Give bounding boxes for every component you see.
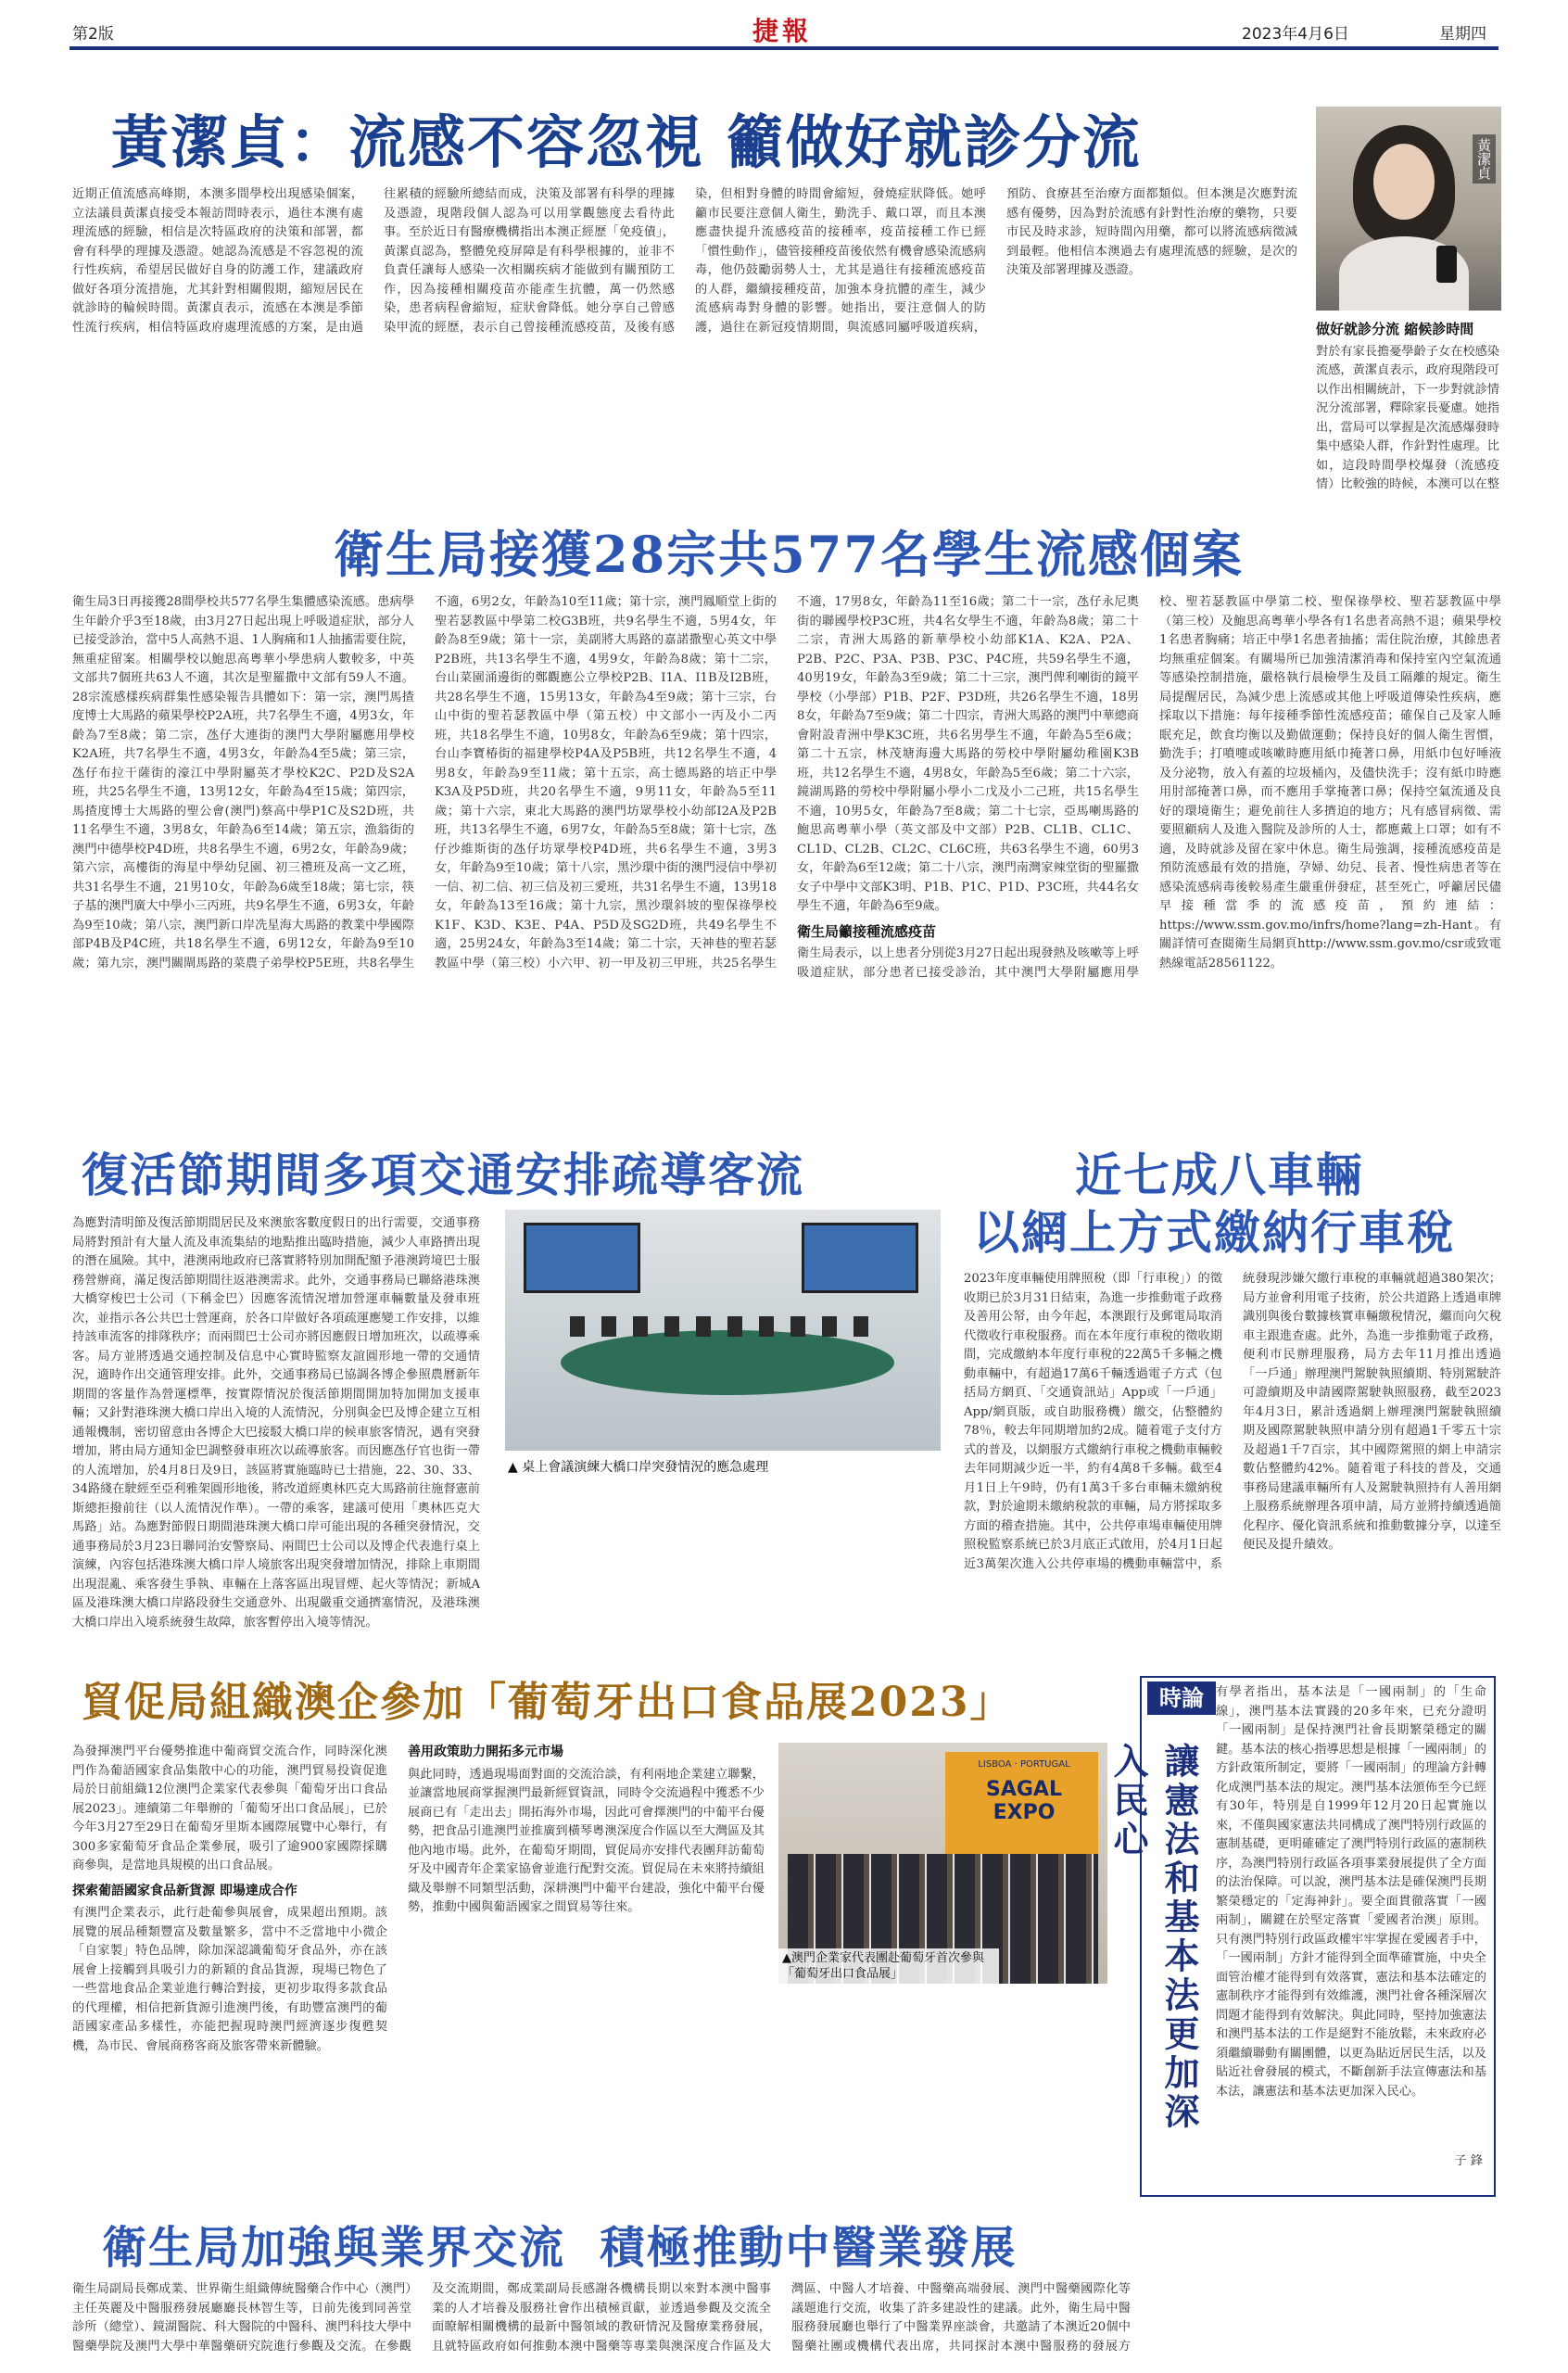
- editorial-badge: 時論: [1147, 1681, 1216, 1715]
- story4-headline-2: 以網上方式繳納行車稅: [973, 1205, 1455, 1260]
- conference-table: [561, 1330, 894, 1395]
- story2-subhead: 衛生局籲接種流感疫苗: [797, 922, 937, 940]
- expo-sign: SAGAL EXPO: [986, 1778, 1062, 1824]
- date: 2023年4月6日: [1242, 25, 1349, 44]
- story3-body-col2: [505, 1483, 941, 1650]
- story5-body-text: 為發揮澳門平台優勢推進中葡商貿交流合作，同時深化澳門作為葡語國家食品集散中心的功能，澳門貿易投資促進局於日前組織12位澳門企業家代表參與「葡萄牙出口食品展2023」。連續第二年舉辦的「葡萄牙出口食品展」，已於今年3月27至29日在葡萄牙里斯本國際展覽中心舉行，有300多家葡萄牙食品企業參展，吸引了逾900家國際採購商參與，是當地具規模的出口食品展。: [72, 1745, 387, 1872]
- story1-body-a: 近期正值流感高峰期，本澳多間學校出現感染個案，立法議員黃潔貞接受本報訪問時表示，過往本澳有處理流感的經驗，相信是次特區政府的決策和部署，都會有科學的理據及憑證。她認為流感是不容忽視的流行性疾病，希望居民做好自身的防護工作，建議政府做好各項分流措施，尤其針對相關假期，縮短居民在就診時的輪候時間。黃潔貞表示，流感在本澳是季節性流行疾病，相信特區政府處理流感的方案，是由過往累積的經驗所總結而成，決策及部署有科學的理據及憑證，現階段個人認為可以用掌觀態度去看待此事。至於近日有醫療機構指出本澳正經歷「免疫債」，黃潔貞認為，整體免疫屏障是有科學根據的，並非不負責任讓每人感染一次相關疾病才能做到有關預防工作，因為接種相關疫苗亦能產生抗體，萬一仍然感染，患者病程會縮短，症狀會降低。她分享自己曾感染甲流的經歷，表示自己曾接種流感疫苗，及後有感染，但相對身體的時間會縮短，發燒症狀降低。她呼籲市民要注意個人衛生，勤洗手、戴口罩，而且本澳應盡快提升流感疫苗的接種率，疫苗接種工作已經「慣性動作」，儘管接種疫苗後依然有機會感染流感病毒，他仍鼓勵弱勢人士，尤其是過往有接種流感疫苗的人群，繼續接種疫苗，加強本身抗體的產生，減少流感病毒對身體的影響。她指出，要注意個人的防護，過往在新冠疫情期間，與流感同屬呼吸道疾病，預防、食療甚至治療方面都類似。但本澳是次應對流感有優勢，因為對於流感有針對性治療的藥物，只要市民及時求診，短時間內用藥，都可以將流感病徵減到最輕。他相信本澳過去有處理流感的經驗，是次的決策及部署理據及憑證。: [72, 187, 1297, 335]
- attendees-row: [570, 1316, 885, 1337]
- editorial-author: 子 鋒: [1454, 2154, 1483, 2168]
- story2-body-b-text: 衛生局表示，以上患者分別從3月27日起出現發熱及咳嗽等上呼吸道症狀，部分患者已接受診治，其中澳門大學附屬應用學校、聖若瑟教區中學第二校、聖保祿學校、聖若瑟教區中學（第三校）及鮑思高粵華小學各有1名患者高熱不退；蘋果學校1名患者胸痛；培正中學1名患者抽搐；需住院治療，其餘患者均無重症個案。有關場所已加強清潔消毒和保持室內空氣流通等感染控制措施，嚴格執行晨檢學生及員工隔離的規定。衛生局提醒居民，為減少患上流感或其他上呼吸道傳染性疾病，應採取以下措施：每年接種季節性流感疫苗；確保自己及家人睡眠充足，飲食均衡以及勤做運動；保持良好的個人衛生習慣，勤洗手；打噴嚏或咳嗽時應用紙巾掩著口鼻，用紙巾包好唾液及分泌物，放入有蓋的垃圾桶內，及儘快洗手；沒有紙巾時應用肘部掩著口鼻，而不應用手掌掩著口鼻；保持空氣流通及良好的環境衛生；避免前往人多擠迫的地方；凡有感冒病徵、需要照顧病人及進入醫院及診所的人士，都應戴上口罩；如有不適，及時就診及留在家中休息。衛生局強調，接種流感疫苗是預防流感最有效的措施，孕婦、幼兒、長者、慢性病患者等在感染流感病毒後較易產生嚴重併發症，甚至死亡，呼籲居民儘早接種當季的流感疫苗，預約連結：https://www.ssm.gov.mo/infrs/home?lang=zh-Hant。有關詳情可查閱衛生局網頁http://www.ssm.gov.mo/csr或致電熱線電話28561122。: [797, 595, 1501, 980]
- editorial-body: 有學者指出，基本法是「一國兩制」的「生命線」，澳門基本法實踐的20多年來，已充分證明「一國兩制」是保持澳門社會長期繁榮穩定的關鍵。基本法的核心指導思想是根據「一國兩制」的方針政策所制定，要將「一國兩制」的理論方針轉化成澳門基本法的規定。澳門基本法頒佈至今已經有30年，特別是自1999年12月20日起實施以來，不僅與國家憲法共同構成了澳門特別行政區的憲制基礎，更明確確定了澳門特別行政區的憲制秩序，為澳門特別行政區各項事業發展提供了全方面的法治保障。可以說，澳門基本法是確保澳門長期繁榮穩定的「定海神針」。要全面貫徹落實「一國兩制」，關鍵在於堅定落實「愛國者治澳」原則。只有澳門特別行政區政權牢牢掌握在愛國者手中，「一國兩制」方針才能得到全面準確實施，中央全面管治權才能得到有效落實，憲法和基本法確定的憲制秩序才能得到有效維護，澳門社會各種深層次問題才能得到有效解決。與此同時，堅持加強憲法和澳門基本法的工作是絕對不能放鬆，未來政府必須繼續聯動有關團體，以更為貼近居民生活，以及貼近社會發展的模式，不斷創新手法宣傳憲法和基本法，讓憲法和基本法更加深入民心。: [1216, 1685, 1486, 2099]
- story4-headline-1: 近七成八車輛: [1075, 1148, 1364, 1202]
- story5-body-b-text: 有澳門企業表示，此行赴葡參與展會，成果超出預期。該展覽的展品種類豐富及數量繁多，當中不乏當地中小微企「自家製」特色品牌，除加深認識葡萄牙食品外，亦在該展會上接觸到具吸引力的新穎的食品貨源，現場已物色了一些當地食品企業並進行轉洽對接，更初步取得多款食品的代理權，相信把新貨源引進澳門後，有助豐富澳門的葡語國家產品多樣性，亦能把握現時澳門經濟逐步復甦契機，為市民、會展商務客商及旅客帶來新體驗。: [72, 1906, 387, 2053]
- story4-body: 2023年度車輛使用牌照稅（即「行車稅」）的徵收期已於3月31日結束，為進一步推動電子政務及善用公帑，由今年起，本澳跟行及郵電局取消代徵收行車稅服務。而在本年度行車稅的徵收期間，完成繳納本年度行車稅的22萬5千多輛之機動車輛中，有超過17萬6千輛透過電子方式（包括局方網頁、「交通資訊站」App或「一戶通」App/網頁版，或自助服務機）繳交，佔整體約78％，較去年同期增加約2成。隨着電子支付方式的普及，以網服方式繳納行車稅之機動車輛較去年同期減少近一半，約有4萬8千多輛。截至4月1日上午9時，仍有1萬3千多台車輛未繳納稅款，對於逾期未繳納稅款的車輛，局方將採取多方面的稽查措施。其中，公共停車場車輛使用牌照稅監察系統已於3月底正式啟用，於4月1日起近3萬架次進入公共停車場的機動車輛當中，系統發現涉嫌欠繳行車稅的車輛就超過380架次；局方並會利用電子技術，於公共道路上透過車牌識別與後台數據核實車輛繳稅情況，繼而向欠稅車主跟進查處。此外，為進一步推動電子政務，便利市民辦理服務，局方去年11月推出透過「一戶通」辦理澳門駕駛執照續期、特別駕駛許可證續期及申請國際駕駛執照服務，截至2023年4月3日，累計透過網上辦理澳門駕駛執照續期及國際駕駛執照申請分別有超過1千零五十宗及超過1千7百宗，其中國際駕照的網上申請宗數佔整體約42%。隨着電子科技的普及，交通事務局建議車輛所有人及駕駛執照持有人善用網上服務系統辦理各項申請，局方並將持續透過簡化程序、優化資訊系統和推動數據分享，以達至便民及提升績效。: [964, 1272, 1501, 1571]
- story5-subhead-2: 善用政策助力開拓多元市場: [408, 1745, 563, 1759]
- screen-right: [802, 1223, 918, 1293]
- story1-subhead: 做好就診分流 縮候診時間: [1316, 321, 1474, 337]
- story5-body-c-text: 與此同時，透過現場面對面的交流洽談，有利兩地企業建立聯繫，並讓當地展商掌握澳門最新經貿資訊，同時令交流過程中獲悉不少展商已有「走出去」開拓海外市場，因此可會擇澳門的中葡平台優勢，把食品引進澳門並推廣到橫琴粵澳深度合作區以至大灣區及其他內地市場。此外，在葡萄牙期間，貿促局亦安排代表團拜訪葡萄牙及中國青年企業家協會並進行配對交流。貿促局在未來將持續組織及舉辦不同類型活動，深耕澳門中葡平台建設，強化中葡平台優勢，推動中國與葡語國家之間貿易等往來。: [408, 1767, 765, 1914]
- story1-body-b: [1316, 320, 1499, 491]
- story3-photo: [505, 1210, 941, 1451]
- story3-photo-caption: ▲ 桌上會議演練大橋口岸突發情況的應急處理: [508, 1460, 769, 1475]
- microphone-icon: [1436, 246, 1457, 283]
- story6-body: 衛生局副局長鄭成業、世界衛生組織傳統醫藥合作中心（澳門）主任英麗及中醫服務發展廳廳長林智生等，日前先後到同善堂診所（總堂）、鏡湖醫院、科大醫院的中醫科、澳門科技大學中醫藥學院及澳門大學中華醫藥研究院進行參觀及交流。在參觀及交流期間，鄭成業副局長感謝各機構長期以來對本澳中醫事業的人才培養及服務社會作出積極貢獻，並透過參觀及交流全面瞭解相關機構的最新中醫領域的教研情況及醫療業務發展，且就特區政府如何推動本澳中醫藥等專業與澳深度合作區及大灣區、中醫人才培養、中醫藥高端發展、澳門中醫藥國際化等議題進行交流，收集了許多建設性的建議。此外，衛生局中醫服務發展廳也舉行了中醫業界座談會，共邀請了本澳近20個中醫藥社團或機構代表出席，共同探討本澳中醫服務的發展方: [72, 2282, 1131, 2354]
- editorial-headline: 讓憲法和基本法更加深入民心: [1107, 1743, 1200, 2132]
- story6-headline: 衛生局加強與業界交流 積極推動中醫業發展: [102, 2222, 1018, 2274]
- story1-body-b-text: 對於有家長擔憂學齡子女在校感染流感，黃潔貞表示，政府現階段可以作出相關統計，下一步對就診情況分流部署，釋除家長憂慮。她指出，當局可以掌握是次流感爆發時集中感染人群，作針對性處理。比如，這段時間學校爆發（流感疫情）比較強的時候，本澳可以在整: [1316, 344, 1499, 491]
- story3-body-text: 為應對清明節及復活節期間居民及來澳旅客數度假日的出行需要，交通事務局將對預計有大量人流及車流集結的地點推出臨時措施，減少人車路擠出現的潛在風險。其中，港澳兩地政府已落實將特別加開配額予港澳跨境巴士服務營辦商，滿足復活節期間往返港澳需求。此外，交通事務局已聯絡港珠澳大橋穿梭巴士公司（下稱金巴）因應客流情況增加營運車輛數量及發車班次，並指示各公共巴士營運商，於各口岸做好各項疏運應變工作安排，以維持該車流客的排隊秩序；而兩間巴士公司亦將因應假日增加班次，以疏導乘客。局方並將透過交通控制及信息中心實時監察友誼圓形地一帶的交通情況，適時作出交通管理安排。此外，交通事務局已協調各博企參照農曆新年期間的客量作為營運標準，按實際情況於復活節期間開加特加開加支援車輛；又針對港珠澳大橋口岸出入境的人流情況，分別與金巴及博企建立互相通報機制，密切留意由各博企大巴接駁大橋口岸的候車旅客情況，遇有突發增加，將由局方通知金巴調整發車班次以疏導旅客。而因應氹仔官也街一帶的人流增加，於4月8日及9日，該區將實施臨時已士措施，22、30、33、34路綫在駛經至亞利雅架圓形地後，將改道經奧林匹克大馬路前往施督憲前斯總拒撥前往（以人流情況作準）。一帶的乘客，建議可使用「奧林匹克大馬路」站。為應對節假日期間港珠澳大橋口岸可能出現的各種突發情況，交通事務局於3月23日聯同治安警察局、兩間巴士公司以及博企代表進行桌上演練，內容包括港珠澳大橋口岸人境旅客出現突發增加情況，排除上車期間出現混亂、乘客發生爭執、車輛在上落客區出現冒煙、起火等情況；新城A區及港珠澳大橋口岸路段發生交通意外、出現嚴重交通擠塞情況，及港珠澳大橋口岸出入境系統發生故障，旅客暫停出入境等情況。: [72, 1216, 480, 1630]
- story5-body-col1: [72, 1743, 387, 2188]
- story2-body-text: 衛生局3日再接獲28間學校共577名學生集體感染流感。患病學生年齡介乎3至18歲，由3月27日起出現上呼吸道症狀，部分人已接受診治，當中5人高熱不退、1人胸痛和1人抽搐需要住院，無重症留案。相關學校以鮑思高粵華小學患病人數較多，中英文部共7個班共63人不適，其次是聖羅撒中文部有59人不適。28宗流感樣疾病群集性感染報告具體如下：第一宗，澳門馬揸度博士大馬路的蘋果學校P2A班，共7名學生不適，4男3女，年齡為7至8歲；第二宗，氹仔大連街的澳門大學附屬應用學校K2A班，共7名學生不適，4男3女，年齡為4至5歲；第三宗，氹仔布拉干薩街的濠江中學附屬英才學校K2C、P2D及S2A班，共25名學生不適，13男12女，年齡為4至15歲；第四宗，馬揸度博士大馬路的聖公會(澳門)蔡高中學P1C及S2D班，共11名學生不適，3男8女，年齡為6至14歲；第五宗，漁翁街的澳門中德學校P4D班，共8名學生不適，6男2女，年齡為9歲；第六宗，高樓街的海星中學幼兒園、初三禮班及高一文乙班，共31名學生不適，21男10女，年齡為6歲至18歲；第七宗，筷子基的澳門廣大中學小三丙班，共9名學生不適，6男3女，年齡為9至10歲；第八宗，澳門新口岸冼星海大馬路的教業中學國際部P4B及P4C班，共18名學生不適，6男12女，年齡為9至10歲；第九宗，澳門關閘馬路的菜農子弟學校P5E班，共8名學生不適，6男2女，年齡為10至11歲；第十宗，澳門鳳順堂上街的聖若瑟教區中學第二校G3B班，共9名學生不適，5男4女，年齡為8至9歲；第十一宗，美副將大馬路的嘉諾撒聖心英文中學P2B班，共13名學生不適，4男9女，年齡為8歲；第十二宗，台山菜園涌邊街的鄭觀應公立學校P2B、I1A、I1B及I2B班，共28名學生不適，15男13女，年齡為4至9歲；第十三宗，台山中街的聖若瑟教區中學（第五校）中文部小一丙及小二丙班，共18名學生不適，10男8女，年齡為6至9歲；第十四宗，台山李寶椿街的福建學校P4A及P5B班，共12名學生不適，4男8女，年齡為9至11歲；第十五宗，高士德馬路的培正中學K3A及P5D班，共20名學生不適，9男11女，年齡為5至11歲；第十六宗，東北大馬路的澳門坊眾學校小幼部I2A及P2B班，共13名學生不適，6男7女，年齡為5至8歲；第十七宗，氹仔沙維斯街的氹仔坊眾學校P4D班，共6名學生不適，3男3女，年齡為9至10歲；第十八宗，黑沙環中街的澳門浸信中學初一信、初二信、初三信及初三愛班，共31名學生不適，13男18女，年齡為13至16歲；第十九宗，黑沙環斜坡的聖保祿學校K1F、K3D、K3E、P4A、P5D及SG2D班，共49名學生不適，25男24女，年齡為3至14歲；第二十宗，天神巷的聖若瑟教區中學（第三校）小六甲、初一甲及初三甲班，共25名學生不適，17男8女，年齡為11至16歲；第二十一宗，氹仔永尼奧街的聯國學校P3C班，共4名女學生不適，年齡為8歲；第二十二宗，青洲大馬路的新華學校小幼部K1A、K2A、P2A、P2B、P2C、P3A、P3B、P3C、P4C班，共59名學生不適，40男19女，年齡為3至9歲；第二十三宗，澳門俾利喇街的鏡平學校（小學部）P1B、P2F、P3D班，共26名學生不適，18男8女，年齡為7至9歲；第二十四宗，青洲大馬路的澳門中華總商會附設青洲中學K3C班，共6名男學生不適，年齡為5至6歲；第二十五宗，林茂塘海邊大馬路的勞校中學附屬幼稚園K3B班，共12名學生不適，4男8女，年齡為5至6歲；第二十六宗，鏡湖馬路的勞校中學附屬小學小二戊及小二己班，共15名學生不適，10男5女，年齡為7至8歲；第二十七宗，亞馬喇馬路的鮑思高粵華小學（英文部及中文部）P2B、CL1B、CL1C、CL1D、CL2B、CL2C、CL6C班，共63名學生不適，60男3女，年齡為6至12歲；第二十八宗，澳門南灣家辣堂街的聖羅撒女子中學中文部K3明、P1B、P1C、P1D、P3C班，共44名女學生不適，年齡為6至9歲。: [72, 595, 1139, 971]
- story2-body: [72, 593, 1501, 1108]
- person-face: [1373, 144, 1435, 220]
- story5-photo-caption: ▲澳門企業家代表團赴葡萄牙首次參與「葡萄牙出口食品展」: [778, 1948, 999, 1984]
- masthead: 捷報: [752, 16, 813, 46]
- story5-photo: [778, 1743, 1107, 1984]
- story3-body-col1: [72, 1214, 480, 1650]
- story1-photo-caption: 黃潔貞: [1473, 134, 1496, 184]
- page-label: 第2版: [72, 25, 114, 44]
- story1-photo: [1316, 107, 1501, 311]
- screen-left: [524, 1223, 640, 1293]
- story5-body-col2: [408, 1743, 765, 2188]
- story1-headline: 黃潔貞：流感不容忽視 籲做好就診分流: [111, 108, 1142, 176]
- weekday: 星期四: [1439, 25, 1486, 44]
- expo-sign-small: LISBOA · PORTUGAL: [978, 1759, 1070, 1770]
- story5-subhead: 探索葡語國家食品新貨源 即場達成合作: [72, 1883, 297, 1898]
- story5-headline: 貿促局組織澳企參加「葡萄牙出口食品展2023」: [82, 1679, 1013, 1726]
- story3-headline: 復活節期間多項交通安排疏導客流: [82, 1148, 804, 1202]
- header-rule: [70, 46, 1498, 50]
- story2-headline: 衛生局接獲28宗共577名學生流感個案: [334, 525, 1244, 584]
